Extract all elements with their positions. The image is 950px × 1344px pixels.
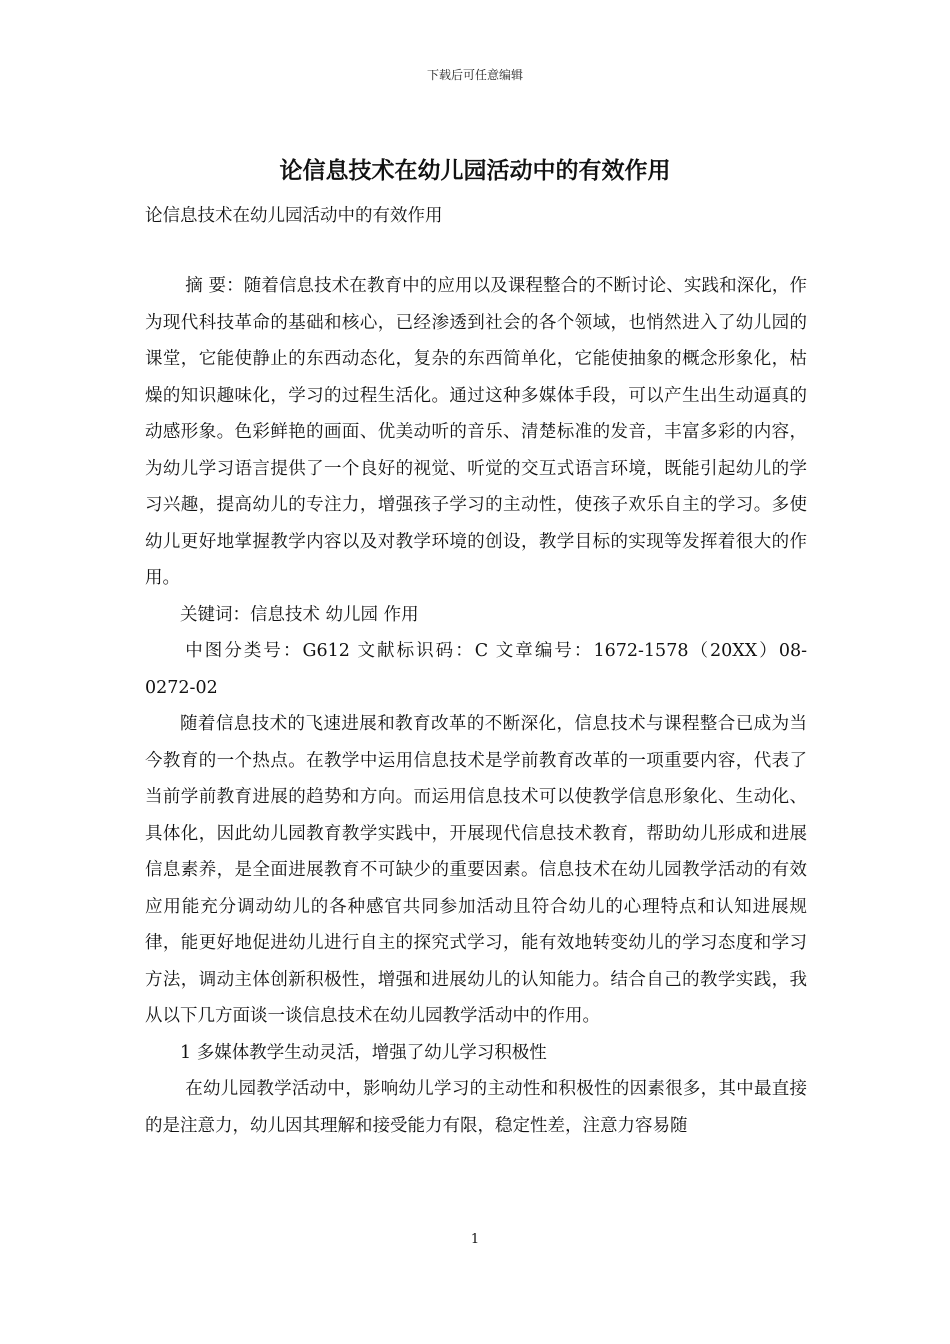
abstract-paragraph: 摘 要：随着信息技术在教育中的应用以及课程整合的不断讨论、实践和深化，作为现代科技革命的基础和核心，已经渗透到社会的各个领域，也悄然进入了幼儿园的课堂，它能使静止的东西动态化，复杂的东西简单化，它能使抽象的概念形象化，枯燥的知识趣味化，学习的过程生活化。通过这种多媒体手段，可以产生出生动逼真的动感形象。色彩鲜艳的画面、优美动听的音乐、清楚标准的发音，丰富多彩的内容，为幼儿学习语言提供了一个良好的视觉、听觉的交互式语言环境，既能引起幼儿的学习兴趣，提高幼儿的专注力，增强孩子学习的主动性，使孩子欢乐自主的学习。多使幼儿更好地掌握教学内容以及对教学环境的创设，教学目标的实现等发挥着很大的作用。: [145, 276, 807, 588]
document-title: 论信息技术在幼儿园活动中的有效作用: [279, 158, 671, 184]
header-note: 下载后可任意编辑: [426, 68, 523, 82]
body-paragraph: 在幼儿园教学活动中，影响幼儿学习的主动性和积极性的因素很多，其中最直接的是注意力，幼儿因其理解和接受能力有限，稳定性差，注意力容易随: [145, 1079, 807, 1136]
classification-line: 中图分类号：G612 文献标识码：C 文章编号：1672-1578（20XX）08-0272-02: [145, 641, 807, 698]
page-number: 1: [470, 1232, 480, 1247]
section-heading: 1 多媒体教学生动灵活，增强了幼儿学习积极性: [180, 1042, 547, 1063]
document-body: [145, 268, 807, 1144]
body-paragraph: 随着信息技术的飞速进展和教育改革的不断深化，信息技术与课程整合已成为当今教育的一个热点。在教学中运用信息技术是学前教育改革的一项重要内容，代表了当前学前教育进展的趋势和方向。而运用信息技术可以使教学信息形象化、生动化、具体化，因此幼儿园教育教学实践中，开展现代信息技术教育，帮助幼儿形成和进展信息素养，是全面进展教育不可缺少的重要因素。信息技术在幼儿园教学活动的有效应用能充分调动幼儿的各种感官共同参加活动且符合幼儿的心理特点和认知进展规律，能更好地促进幼儿进行自主的探究式学习，能有效地转变幼儿的学习态度和学习方法，调动主体创新积极性，增强和进展幼儿的认知能力。结合自己的教学实践，我从以下几方面谈一谈信息技术在幼儿园教学活动中的作用。: [145, 714, 807, 1026]
document-subtitle: 论信息技术在幼儿园活动中的有效作用: [145, 206, 443, 226]
keywords-line: 关键词：信息技术 幼儿园 作用: [180, 604, 419, 625]
